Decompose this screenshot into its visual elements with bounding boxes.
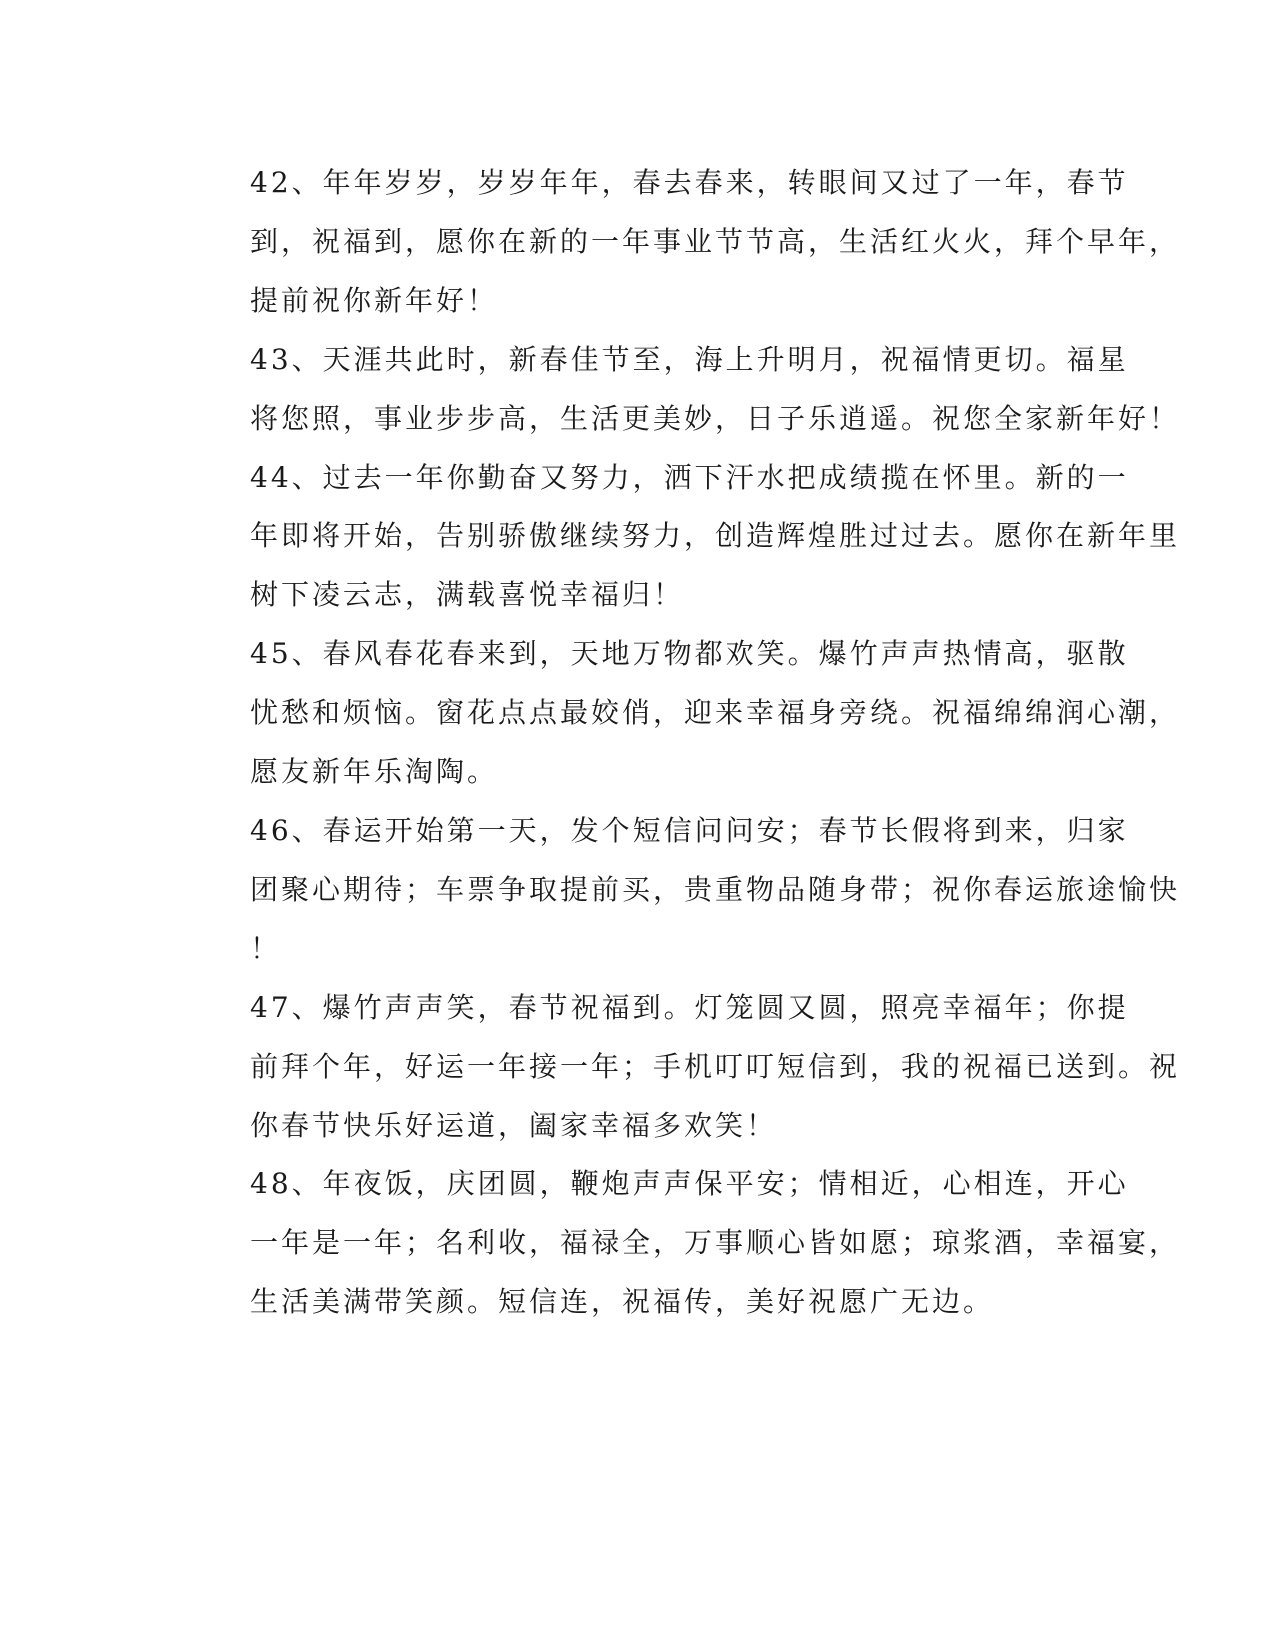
paragraph-line: 生活美满带笑颜。短信连，祝福传，美好祝愿广无边。 [250, 1285, 995, 1319]
paragraph-line: 42、年年岁岁，岁岁年年，春去春来，转眼间又过了一年，春节 [250, 166, 1129, 199]
paragraph-45 [180, 625, 1181, 802]
paragraph-line: 一年是一年；名利收，福禄全，万事顺心皆如愿；琼浆酒，幸福宴， [250, 1226, 1181, 1260]
paragraph-line: 将您照，事业步步高，生活更美妙，日子乐逍遥。祝您全家新年好！ [250, 401, 1181, 435]
paragraph-line: 43、天涯共此时，新春佳节至，海上升明月，祝福情更切。福星 [250, 342, 1129, 376]
paragraph-line: ！ [250, 931, 282, 965]
paragraph-line: 你春节快乐好运道，阖家幸福多欢笑！ [250, 1108, 778, 1142]
paragraph-line: 47、爆竹声声笑，春节祝福到。灯笼圆又圆，照亮幸福年；你提 [250, 990, 1129, 1024]
paragraph-44 [180, 449, 1181, 626]
paragraph-line: 愿友新年乐淘陶。 [250, 755, 499, 789]
paragraph-line: 44、过去一年你勤奋又努力，洒下汗水把成绩揽在怀里。新的一 [250, 460, 1129, 494]
paragraph-line: 忧愁和烦恼。窗花点点最姣俏，迎来幸福身旁绕。祝福绵绵润心潮， [250, 696, 1181, 730]
paragraph-line: 到，祝福到，愿你在新的一年事业节节高，生活红火火，拜个早年， [250, 224, 1181, 258]
paragraph-line: 提前祝你新年好！ [250, 283, 499, 317]
document-body [180, 154, 1181, 1332]
paragraph-line: 团聚心期待；车票争取提前买，贵重物品随身带；祝你春运旅途愉快 [250, 872, 1181, 906]
paragraph-46 [180, 802, 1181, 979]
paragraph-48 [180, 1155, 1181, 1332]
paragraph-42 [180, 154, 1181, 331]
paragraph-line: 前拜个年，好运一年接一年；手机叮叮短信到，我的祝福已送到。祝 [250, 1049, 1181, 1083]
paragraph-47 [180, 979, 1181, 1156]
paragraph-line: 48、年夜饭，庆团圆，鞭炮声声保平安；情相近，心相连，开心 [250, 1167, 1129, 1201]
paragraph-line: 年即将开始，告别骄傲继续努力，创造辉煌胜过过去。愿你在新年里 [250, 519, 1181, 553]
paragraph-line: 树下凌云志，满载喜悦幸福归！ [250, 578, 685, 612]
paragraph-line: 46、春运开始第一天，发个短信问问安；春节长假将到来，归家 [250, 813, 1129, 847]
paragraph-line: 45、春风春花春来到，天地万物都欢笑。爆竹声声热情高，驱散 [250, 637, 1129, 671]
paragraph-43 [180, 331, 1181, 449]
